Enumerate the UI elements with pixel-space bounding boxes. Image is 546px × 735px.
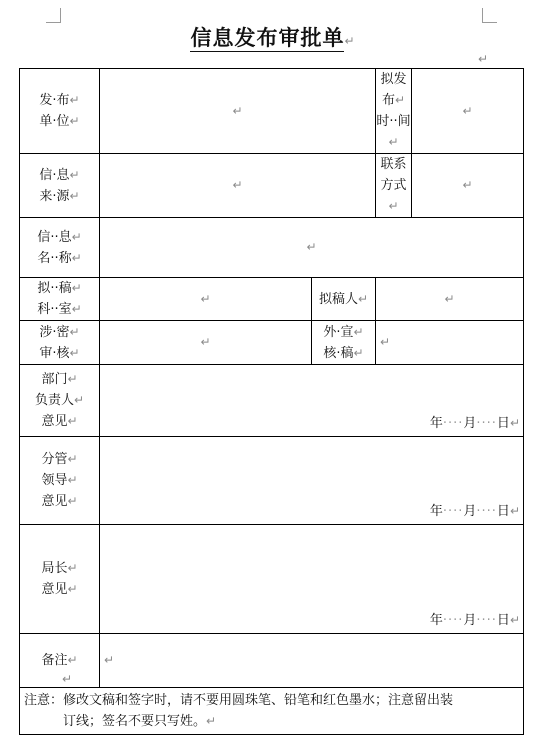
contact-field[interactable]: ↵ — [412, 154, 524, 218]
remark-label-cell: 备注↵ — [20, 634, 100, 688]
secrecy-review-label-cell: 涉·密↵ 审·核↵ — [20, 321, 100, 365]
paragraph-mark: ↵ — [344, 34, 356, 48]
paragraph-mark: ↵ — [478, 52, 489, 66]
publicity-review-field[interactable]: ↵ — [376, 321, 524, 365]
remark-field[interactable]: ↵ — [100, 634, 524, 688]
unit-label-cell: 发·布↵ 单·位↵ — [20, 69, 100, 154]
info-name-label-cell: 信··息↵ 名··称↵ — [20, 218, 100, 278]
margin-corner-top-left — [46, 8, 61, 23]
drafting-office-label-cell: 拟··稿↵ 科··室↵ — [20, 278, 100, 321]
leader-label-cell: 分管↵ 领导↵ 意见↵ — [20, 437, 100, 525]
leader-opinion-field[interactable] — [100, 437, 524, 525]
notice-line-1: 注意：修改文稿和签字时，请不要用圆珠笔、铅笔和红色墨水；注意留出装 — [24, 693, 454, 708]
secrecy-review-field[interactable]: ↵ — [100, 321, 312, 365]
drafter-label-cell: 拟稿人↵ — [312, 278, 376, 321]
notice-text-cell — [20, 688, 524, 735]
director-date-line: 年····月····日↵ — [429, 613, 520, 628]
title-text: 信息发布审批单 — [190, 25, 345, 50]
dept-head-label-cell: 部门↵ 负责人↵ 意见↵ — [20, 365, 100, 437]
document-title — [0, 22, 546, 52]
paragraph-mark: ↵ — [62, 672, 73, 686]
unit-field[interactable]: ↵ — [100, 69, 376, 154]
info-name-field[interactable]: ↵ — [100, 218, 524, 278]
director-label-cell: 局长↵ 意见↵ — [20, 525, 100, 634]
time-label-cell: 拟发布↵ 时··间↵ — [376, 69, 412, 154]
publicity-review-label-cell: 外·宣↵ 核·稿↵ — [312, 321, 376, 365]
director-opinion-field[interactable] — [100, 525, 524, 634]
margin-corner-top-right — [482, 8, 497, 23]
drafting-office-field[interactable]: ↵ — [100, 278, 312, 321]
approval-form-table — [19, 68, 524, 735]
leader-date-line: 年····月····日↵ — [429, 504, 520, 519]
notice-line-2: 订线；签名不要只写姓。↵ — [63, 714, 217, 729]
time-field[interactable]: ↵ — [412, 69, 524, 154]
source-field[interactable]: ↵ — [100, 154, 376, 218]
dept-head-opinion-field[interactable] — [100, 365, 524, 437]
contact-label-cell: 联系方式↵ — [376, 154, 412, 218]
drafter-field[interactable]: ↵ — [376, 278, 524, 321]
source-label-cell: 信·息↵ 来·源↵ — [20, 154, 100, 218]
dept-head-date-line: 年····月····日↵ — [429, 416, 520, 431]
